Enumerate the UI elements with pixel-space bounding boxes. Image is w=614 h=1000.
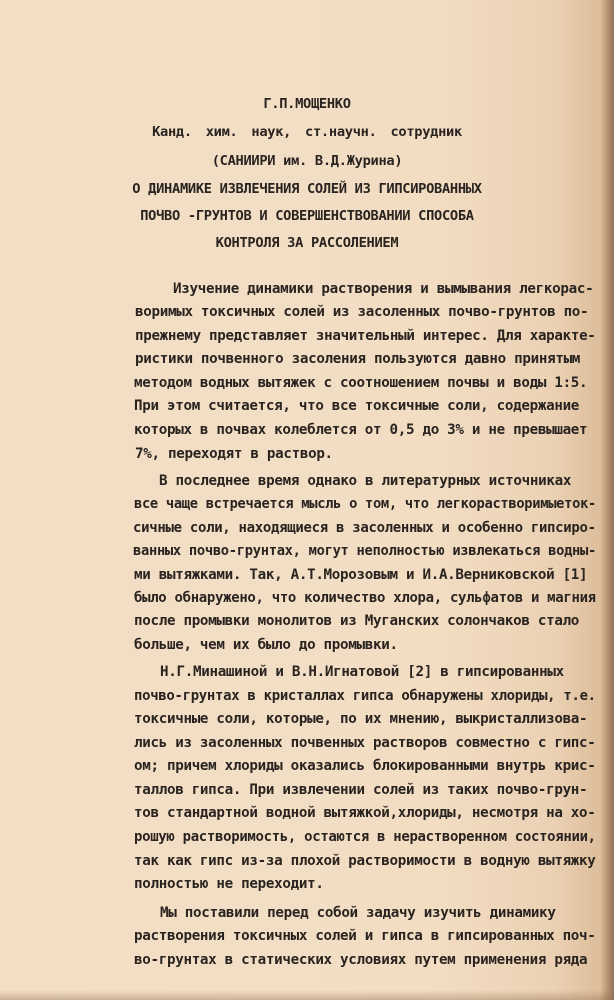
- p3-line-10: полностью не переходит.: [134, 876, 324, 892]
- p1-line-3: прежнему представляет значительный интерес. Для характе-: [135, 328, 596, 344]
- p1-line-4: ристики почвенного засоления пользуются давно принятым: [135, 351, 581, 367]
- p1-line-6: При этом считается, что все токсичные соли, содержание: [134, 398, 580, 414]
- page-edge-shadow: [600, 0, 614, 1000]
- p2-line-8: больше, чем их было до промывки.: [134, 637, 398, 653]
- p3-line-2: почво-грунтах в кристаллах гипса обнаружены хлориды, т.е.: [134, 688, 596, 704]
- title-line-2: ПОЧВО -ГРУНТОВ И СОВЕРШЕНСТВОВАНИИ СПОСОБА: [140, 208, 474, 224]
- p3-line-1: Н.Г.Минашиной и В.Н.Игнатовой [2] в гипсированных: [160, 664, 564, 680]
- p3-line-7: тов стандартной водной вытяжкой,хлориды, несмотря на хо-: [134, 805, 596, 821]
- p3-line-3: токсичные соли, которые, по их мнению, выкристаллизова-: [134, 711, 588, 727]
- p2-line-3: сичные соли, находящиеся в засоленных и особенно гипсиро-: [133, 520, 596, 536]
- p2-line-7: после промывки монолитов из Муганских солончаков стало: [134, 613, 580, 629]
- p2-line-6: было обнаружено, что количество хлора, сульфатов и магния: [134, 590, 596, 606]
- page-bottom-shadow: [0, 990, 614, 1000]
- p3-line-8: рошую растворимость, остаются в нерастворенном состоянии,: [134, 829, 596, 845]
- title-line-1: О ДИНАМИКЕ ИЗВЛЕЧЕНИЯ СОЛЕЙ ИЗ ГИПСИРОВАННЫХ: [132, 181, 482, 197]
- p2-line-5: ми вытяжками. Так, А.Т.Морозовым и И.А.Верниковской [1]: [134, 567, 588, 583]
- p4-line-2: растворения токсичных солей и гипса в гипсированных поч-: [134, 928, 596, 944]
- p1-line-2: воримых токсичных солей из засоленных почво-грунтов по-: [135, 304, 589, 320]
- title-line-3: КОНТРОЛЯ ЗА РАССОЛЕНИЕМ: [215, 235, 399, 251]
- p2-line-2: все чаще встречается мысль о том, что легкорастворимыеток-: [134, 496, 597, 512]
- author-institution: (САНИИРИ им. В.Д.Журина): [211, 153, 403, 169]
- p1-line-7: которых в почвах колеблется от 0,5 до 3% и не превышает: [134, 422, 588, 438]
- p2-line-1: В последнее время однако в литературных источниках: [159, 473, 572, 489]
- author-name: Г.П.МОЩЕНКО: [263, 96, 351, 112]
- p1-line-8: 7%, переходят в раствор.: [135, 446, 333, 462]
- p1-line-5: методом водных вытяжек с соотношением почвы и воды 1:5.: [134, 375, 588, 391]
- p4-line-3: во-грунтах в статических условиях путем применения ряда: [134, 952, 588, 968]
- p3-line-5: ом; причем хлориды оказались блокированными внутрь крис-: [134, 758, 596, 774]
- author-position: Канд. хим. наук, ст.научн. сотрудник: [152, 124, 462, 140]
- p2-line-4: ванных почво-грунтах, могут неполностью извлекаться водны-: [133, 543, 597, 559]
- p3-line-9: так как гипс из-за плохой растворимости в водную вытяжку: [134, 853, 596, 869]
- p3-line-4: лись из засоленных почвенных растворов совместно с гипс-: [134, 735, 596, 751]
- p4-line-1: Мы поставили перед собой задачу изучить динамику: [160, 905, 556, 921]
- p3-line-6: таллов гипса. При извлечении солей из таких почво-грун-: [134, 782, 588, 798]
- p1-line-1: Изучение динамики растворения и вымывания легкорас-: [173, 281, 594, 297]
